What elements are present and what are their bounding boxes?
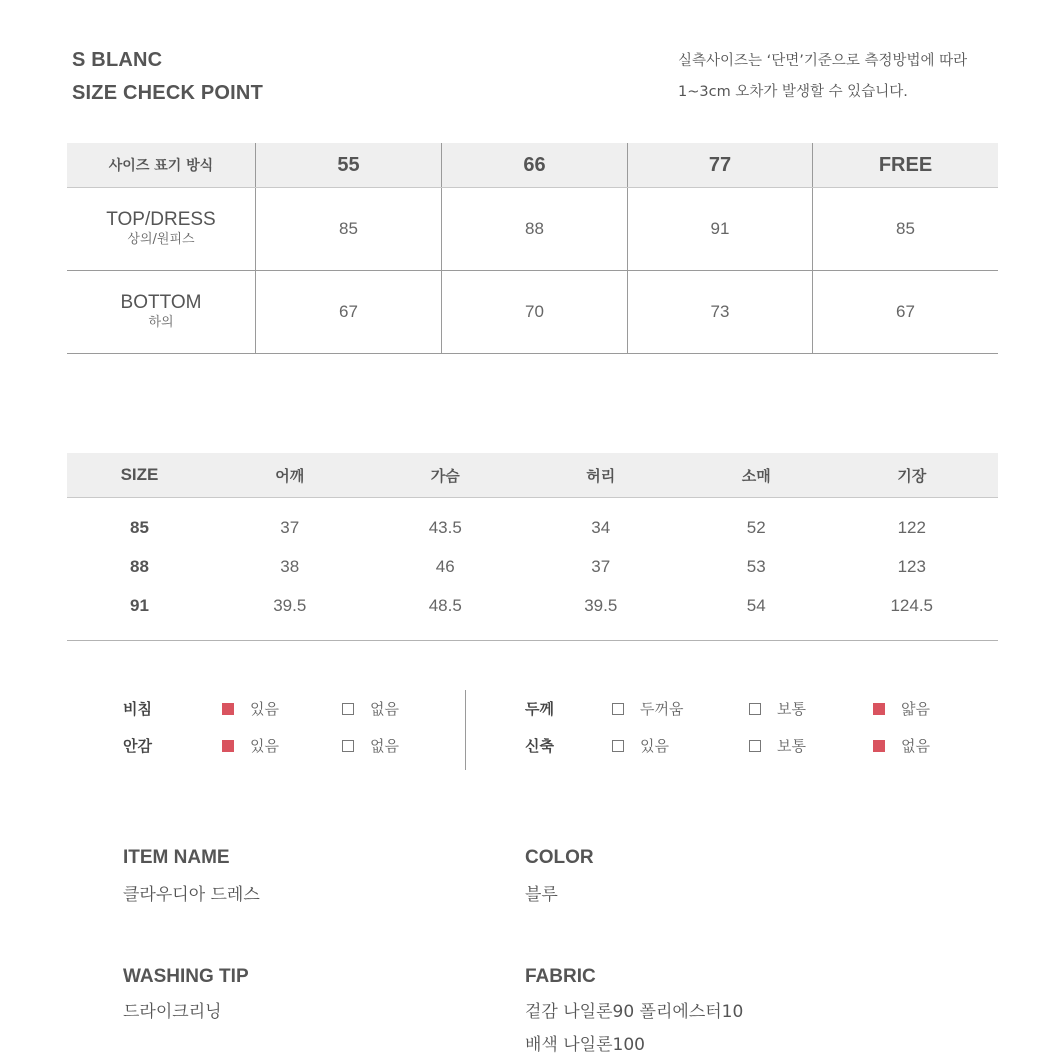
table-row <box>67 547 998 586</box>
check-option <box>749 735 806 756</box>
table-cell: 91 <box>627 188 812 270</box>
table-cell: 38 <box>280 556 300 576</box>
color-value: 블루 <box>525 885 558 905</box>
table-cell: 54 <box>746 595 766 615</box>
row-label <box>67 188 255 270</box>
table-cell: 37 <box>280 517 300 537</box>
washing-tip-heading: WASHING TIP <box>123 966 249 987</box>
checkbox <box>342 703 354 715</box>
row-label-ko: 상의/원피스 <box>127 232 195 247</box>
table-cell: 85 <box>130 517 149 537</box>
brand-block <box>72 44 263 110</box>
table-cell: 124.5 <box>890 595 934 615</box>
header-cell: 66 <box>441 143 627 187</box>
table-row <box>67 188 998 271</box>
table-row <box>67 508 998 547</box>
check-option <box>612 735 669 756</box>
color-heading: COLOR <box>525 847 594 868</box>
header-cell: 허리 <box>586 466 616 485</box>
table-cell: 88 <box>130 556 149 576</box>
table-cell: 67 <box>812 271 998 353</box>
row-label <box>67 271 255 353</box>
table-cell: 39.5 <box>273 595 307 615</box>
check-option <box>749 698 806 719</box>
header-cell: 사이즈 표기 방식 <box>108 158 214 174</box>
table-cell: 73 <box>627 271 812 353</box>
table-cell: 53 <box>746 556 766 576</box>
item-name-value: 클라우디아 드레스 <box>123 885 260 905</box>
header-cell: 가슴 <box>430 466 460 485</box>
option-label: 없음 <box>370 700 399 718</box>
divider <box>465 690 466 770</box>
option-label: 있음 <box>640 737 669 755</box>
header-cell: 55 <box>255 143 441 187</box>
table-cell: 46 <box>435 556 455 576</box>
option-label: 있음 <box>250 737 279 755</box>
table-cell: 52 <box>746 517 766 537</box>
page-title: SIZE CHECK POINT <box>72 82 263 104</box>
check-option <box>612 698 683 719</box>
item-name-heading: ITEM NAME <box>123 847 230 868</box>
table-cell: 91 <box>130 595 149 615</box>
table-header <box>67 143 998 188</box>
checkbox-checked <box>873 703 885 715</box>
option-label: 두꺼움 <box>640 700 684 718</box>
option-label: 보통 <box>777 737 806 755</box>
washing-tip-value: 드라이크리닝 <box>123 1002 222 1022</box>
table-cell: 123 <box>897 556 926 576</box>
header-cell: 기장 <box>897 466 927 485</box>
note-line-1: 실측사이즈는 ‘단면’기준으로 측정방법에 따라 <box>678 53 968 69</box>
table-cell: 43.5 <box>428 517 462 537</box>
table-cell: 85 <box>812 188 998 270</box>
check-row-sheerness <box>0 694 1056 724</box>
check-label: 신축 <box>525 737 554 755</box>
brand-name: S BLANC <box>72 49 163 71</box>
table-cell: 34 <box>591 517 611 537</box>
fabric-line-1: 겉감 나일론90 폴리에스터10 <box>525 1002 744 1022</box>
fabric-heading: FABRIC <box>525 966 596 987</box>
size-conversion-table <box>67 143 998 354</box>
checkbox-checked <box>222 703 234 715</box>
header-cell: 77 <box>627 143 812 187</box>
check-option <box>342 698 399 719</box>
checkbox <box>342 740 354 752</box>
table-cell: 48.5 <box>428 595 462 615</box>
table-cell: 122 <box>897 517 926 537</box>
table-cell: 37 <box>591 556 611 576</box>
check-option <box>873 698 930 719</box>
table-cell: 67 <box>255 271 441 353</box>
row-label-ko: 하의 <box>148 315 174 330</box>
checkbox <box>612 740 624 752</box>
fabric-check-section <box>0 690 1056 770</box>
table-row <box>67 271 998 354</box>
fabric-value <box>525 996 743 1056</box>
note-line-2: 1~3cm 오차가 발생할 수 있습니다. <box>678 84 908 100</box>
checkbox-checked <box>222 740 234 752</box>
check-option <box>342 735 399 756</box>
fabric-line-2: 배색 나일론100 <box>525 1035 645 1055</box>
option-label: 얇음 <box>901 700 930 718</box>
checkbox <box>749 703 761 715</box>
check-label: 안감 <box>123 737 152 755</box>
row-label-en: TOP/DRESS <box>106 209 216 230</box>
header-cell: 소매 <box>741 466 771 485</box>
header-cell: FREE <box>812 143 998 187</box>
checkbox <box>749 740 761 752</box>
header-cell: SIZE <box>120 465 159 484</box>
check-option <box>222 698 279 719</box>
option-label: 없음 <box>901 737 930 755</box>
check-label: 비침 <box>123 700 152 718</box>
check-option <box>873 735 930 756</box>
option-label: 없음 <box>370 737 399 755</box>
option-label: 보통 <box>777 700 806 718</box>
table-cell: 70 <box>441 271 627 353</box>
row-label-en: BOTTOM <box>120 292 202 313</box>
measurement-table <box>67 453 998 641</box>
check-label: 두께 <box>525 700 554 718</box>
checkbox <box>612 703 624 715</box>
table-cell: 85 <box>255 188 441 270</box>
measurement-note <box>678 46 967 108</box>
option-label: 있음 <box>250 700 279 718</box>
table-header <box>67 453 998 498</box>
check-option <box>222 735 279 756</box>
checkbox-checked <box>873 740 885 752</box>
table-body <box>67 498 998 641</box>
table-cell: 88 <box>441 188 627 270</box>
header-cell: 어깨 <box>275 466 305 485</box>
table-row <box>67 586 998 625</box>
table-cell: 39.5 <box>584 595 618 615</box>
check-row-lining <box>0 731 1056 761</box>
